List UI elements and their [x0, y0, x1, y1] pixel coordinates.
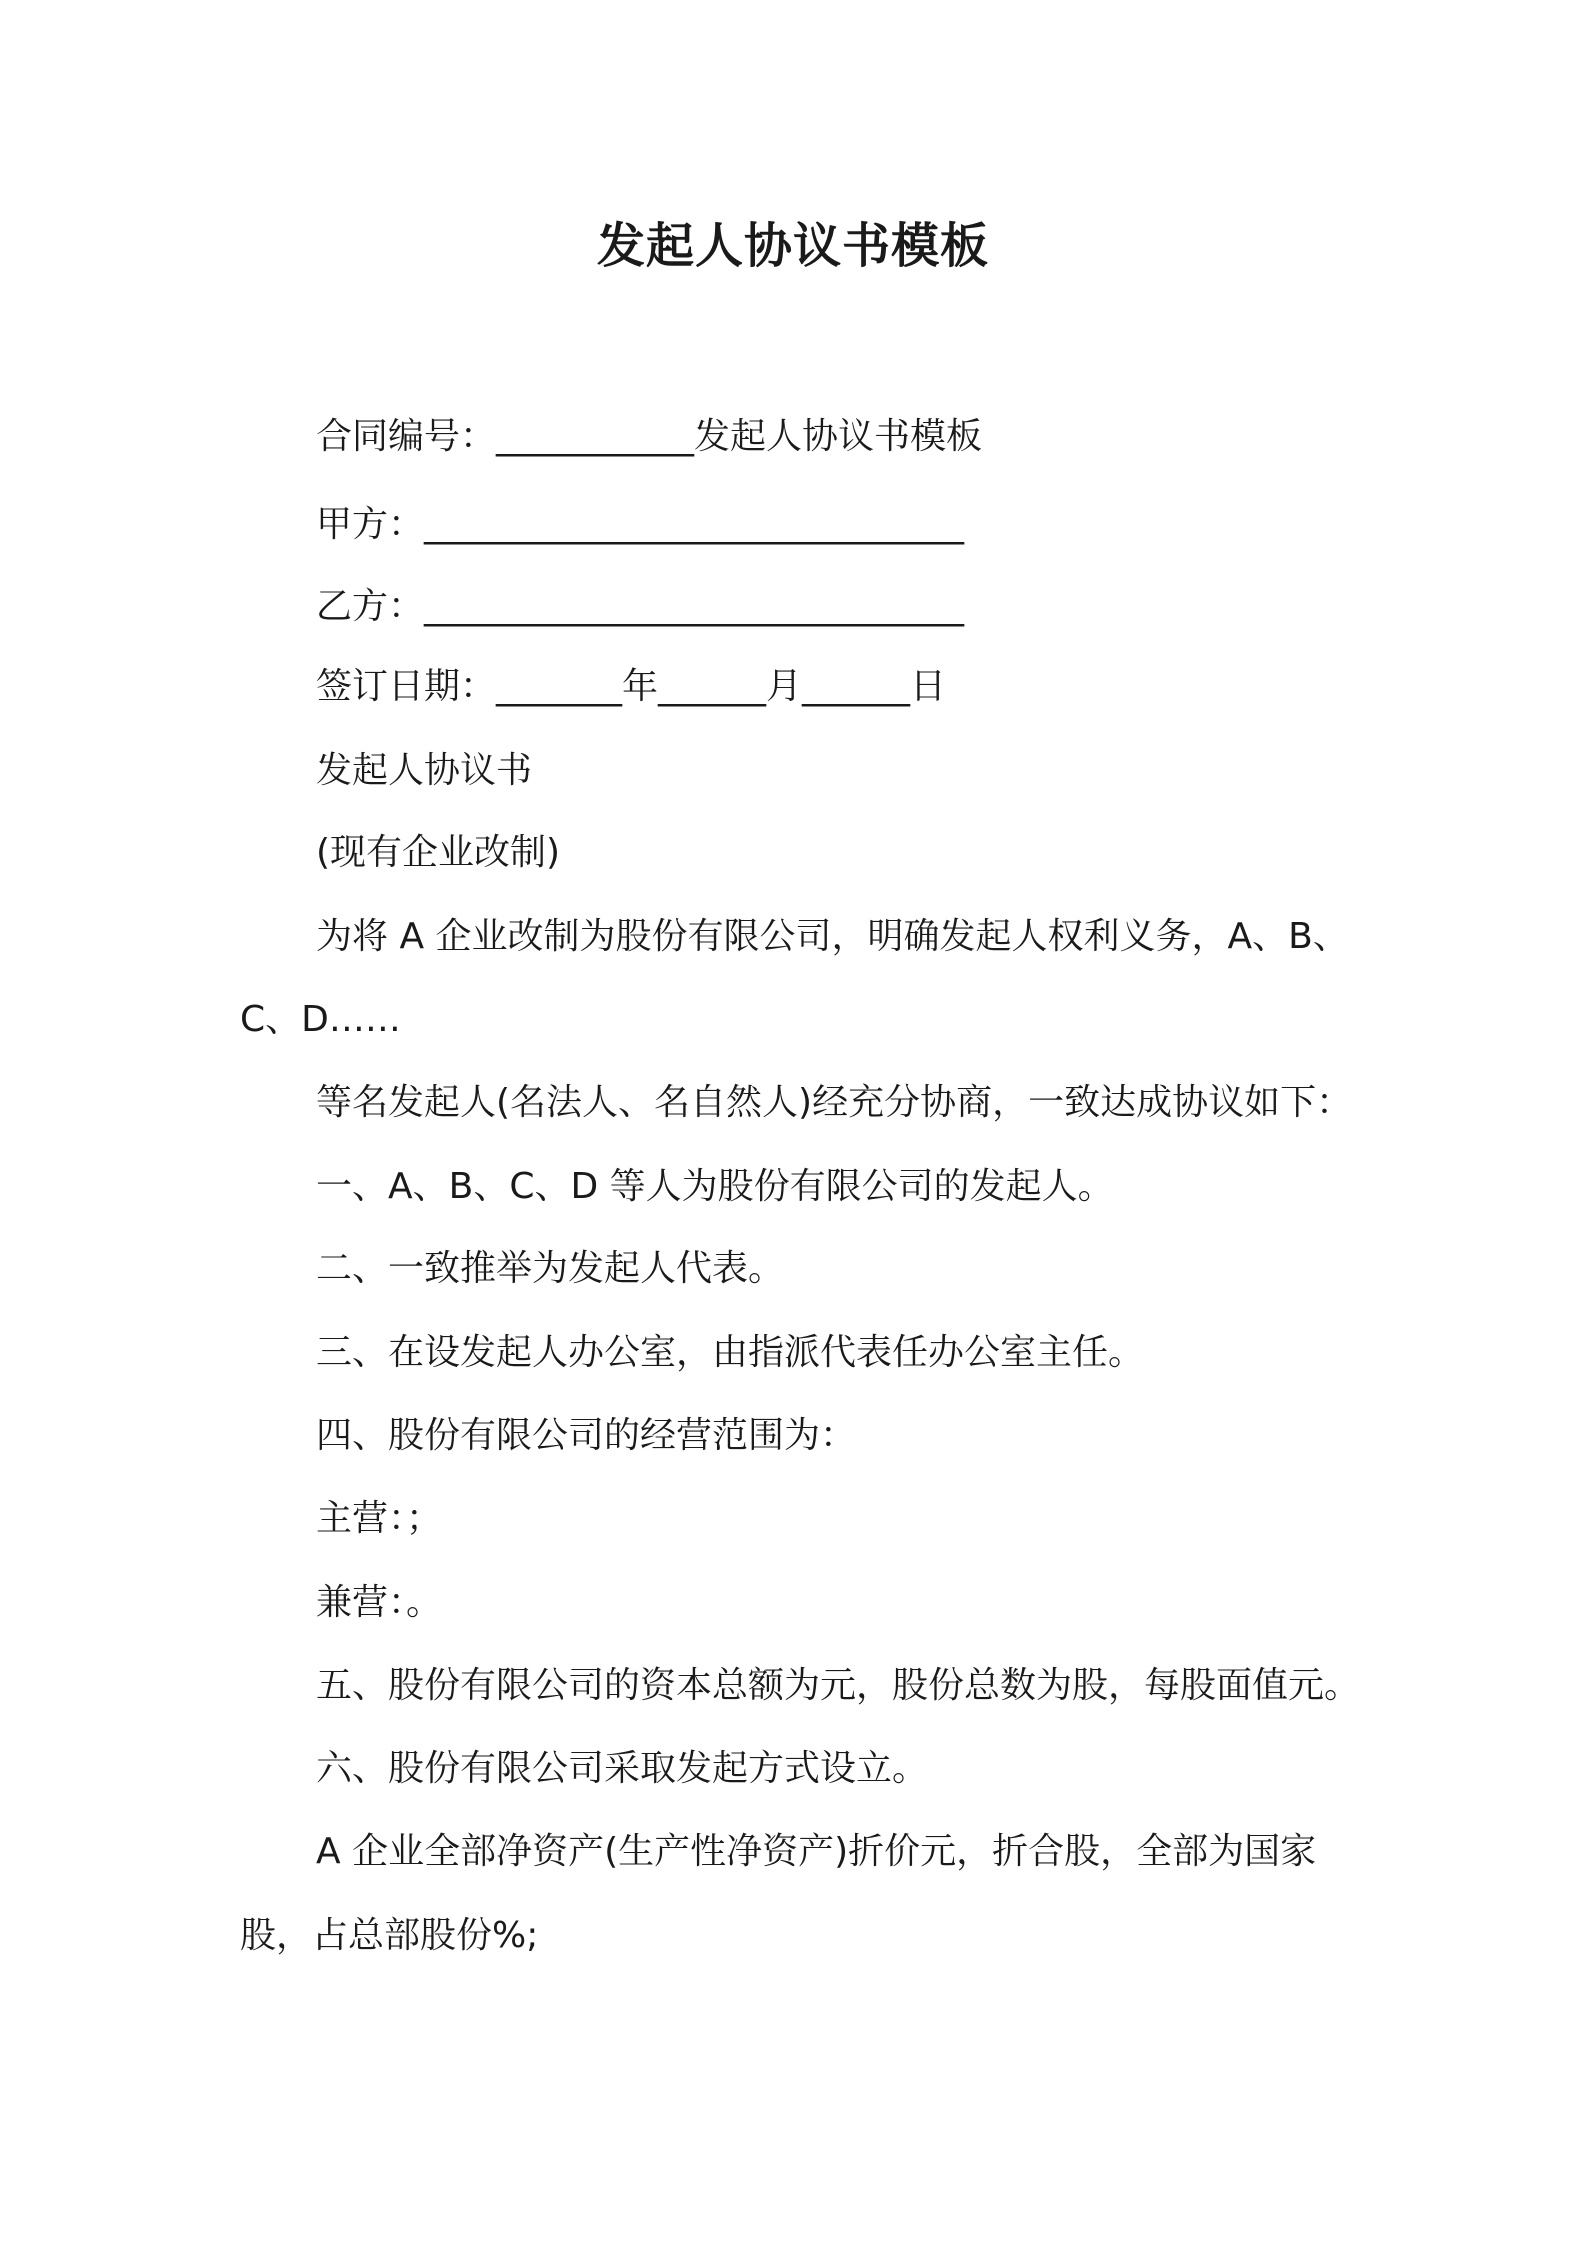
contract-number-line: 合同编号：___________发起人协议书模板	[316, 416, 983, 457]
clause-2: 二、一致推举为发起人代表。	[316, 1248, 785, 1289]
paragraph-intro: 为将 A 企业改制为股份有限公司，明确发起人权利义务，A、B、	[316, 916, 1349, 957]
clause-6: 六、股份有限公司采取发起方式设立。	[316, 1748, 929, 1789]
paragraph-consensus: 等名发起人(名法人、名自然人)经充分协商，一致达成协议如下：	[316, 1082, 1353, 1123]
signing-date-line: 签订日期：_______年______月______日	[316, 666, 947, 707]
agreement-heading: 发起人协议书	[316, 750, 533, 791]
paragraph-net-assets: A 企业全部净资产(生产性净资产)折价元，折合股，全部为国家	[316, 1831, 1317, 1872]
clause-1: 一、A、B、C、D 等人为股份有限公司的发起人。	[316, 1166, 1114, 1207]
paragraph-net-assets-continued: 股，占总部股份%;	[240, 1915, 539, 1956]
party-a-line: 甲方：______________________________	[316, 504, 965, 545]
party-b-line: 乙方：______________________________	[316, 586, 965, 627]
clause-3: 三、在设发起人办公室，由指派代表任办公室主任。	[316, 1332, 1145, 1373]
secondary-business-line: 兼营：。	[316, 1582, 443, 1623]
agreement-subheading: (现有企业改制)	[316, 832, 561, 873]
main-business-line: 主营：；	[316, 1498, 443, 1539]
clause-5: 五、股份有限公司的资本总额为元，股份总数为股，每股面值元。	[316, 1665, 1361, 1706]
clause-4: 四、股份有限公司的经营范围为：	[316, 1415, 857, 1456]
paragraph-intro-continued: C、D……	[240, 999, 401, 1040]
document-title: 发起人协议书模板	[596, 218, 989, 274]
